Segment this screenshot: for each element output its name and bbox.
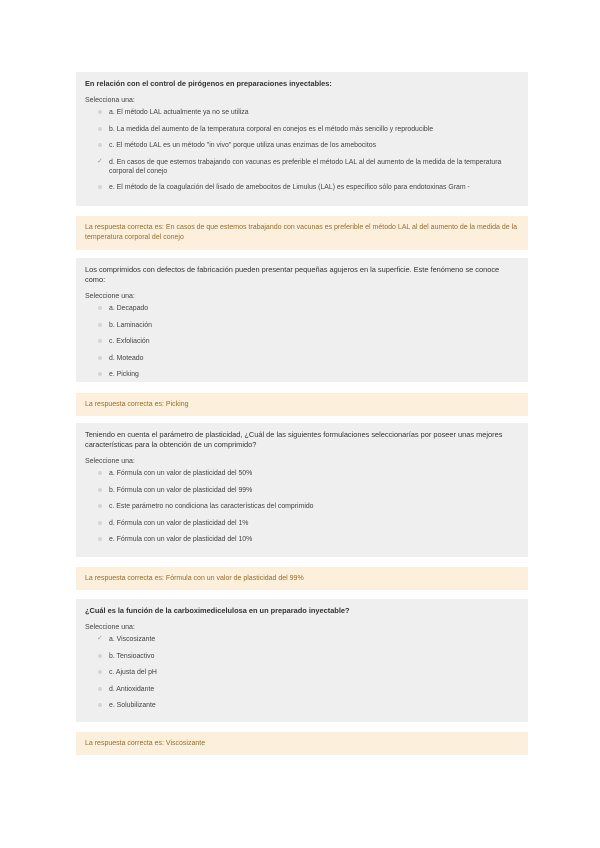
radio-icon[interactable] (98, 185, 102, 189)
question-1-option-e[interactable] (85, 183, 519, 192)
question-3-option-d[interactable] (85, 519, 519, 528)
question-1-feedback: La respuesta correcta es: En casos de que estemos trabajando con vacunas es preferible el método LAL al del aumento de la medida de la temperatura corporal del conejo (76, 216, 528, 250)
radio-icon[interactable] (98, 471, 102, 475)
question-2-feedback: La respuesta correcta es: Picking (76, 393, 528, 416)
question-4-prompt: Seleccione una: (85, 624, 135, 631)
option-label: d. En casos de que estemos trabajando con vacunas es preferible el método LAL al del aumento de la medida de la temperatura corporal del conejo (109, 158, 502, 175)
question-2 (76, 258, 528, 382)
question-4-feedback: La respuesta correcta es: Viscosizante (76, 732, 528, 755)
option-label: c. Ajusta del pH (109, 669, 157, 677)
question-1-prompt: Selecciona una: (85, 97, 135, 104)
question-3-prompt: Seleccione una: (85, 458, 135, 465)
radio-icon[interactable] (98, 521, 102, 525)
option-label: a. Fórmula con un valor de plasticidad del 50% (109, 470, 253, 477)
question-2-option-c[interactable] (85, 337, 519, 346)
radio-icon[interactable] (98, 703, 102, 707)
option-label: e. Picking (109, 371, 139, 379)
question-3-option-a[interactable] (85, 469, 519, 478)
question-4-text: ¿Cuál es la función de la carboximedicelulosa en un preparado inyectable? (85, 606, 350, 615)
radio-icon[interactable] (98, 356, 102, 360)
question-1-option-d[interactable] (85, 158, 519, 176)
radio-icon[interactable] (98, 372, 102, 376)
question-4-option-c[interactable] (85, 668, 519, 677)
question-3-option-e[interactable] (85, 535, 519, 544)
option-label: d. Moteado (109, 354, 144, 362)
question-4-option-e[interactable] (85, 701, 519, 710)
option-label: b. Laminación (109, 321, 152, 329)
radio-icon[interactable] (98, 670, 102, 674)
radio-icon[interactable] (98, 323, 102, 327)
option-label: a. Viscosizante (109, 636, 156, 643)
question-2-option-e[interactable] (85, 370, 519, 379)
option-label: b. Fórmula con un valor de plasticidad del 99% (109, 486, 253, 494)
question-2-prompt: Seleccione una: (85, 293, 135, 300)
option-label: d. Antioxidante (109, 685, 155, 693)
option-label: c. El método LAL es un método "in vivo" porque utiliza unas enzimas de los amebocitos (109, 142, 377, 150)
option-label: c. Este parámetro no condiciona las características del comprimido (109, 503, 314, 511)
radio-icon[interactable] (98, 306, 102, 310)
radio-icon[interactable] (98, 143, 102, 147)
check-icon: ✓ (97, 635, 103, 642)
question-3-option-b[interactable] (85, 486, 519, 495)
question-3-option-c[interactable] (85, 502, 519, 511)
radio-icon[interactable] (98, 110, 102, 114)
radio-icon[interactable] (98, 339, 102, 343)
radio-icon[interactable] (98, 537, 102, 541)
question-1-option-b[interactable] (85, 125, 519, 134)
radio-icon[interactable] (98, 687, 102, 691)
question-2-text: Los comprimidos con defectos de fabricación pueden presentar pequeñas agujeros en la superficie. Este fenómeno se conoce como: (85, 265, 500, 284)
question-3 (76, 423, 528, 557)
option-label: d. Fórmula con un valor de plasticidad del 1% (109, 519, 249, 527)
question-1-option-a[interactable] (85, 108, 519, 117)
option-label: b. Tensioactivo (109, 652, 155, 660)
question-3-feedback: La respuesta correcta es: Fórmula con un valor de plasticidad del 99% (76, 567, 528, 590)
question-1-text: En relación con el control de pirógenos en preparaciones inyectables: (85, 79, 332, 88)
question-3-text: Teniendo en cuenta el parámetro de plasticidad, ¿Cuál de las siguientes formulaciones seleccionarías por poseer unas mejores características para la obtención de un comprimido? (85, 430, 503, 449)
option-label: c. Exfoliación (109, 338, 150, 346)
question-2-option-d[interactable] (85, 354, 519, 363)
option-label: e. El método de la coagulación del lisado de amebocitos de Limulus (LAL) es específico sólo para endotoxinas Gram - (109, 184, 470, 192)
question-4-option-d[interactable] (85, 685, 519, 694)
radio-icon[interactable] (98, 654, 102, 658)
question-2-option-a[interactable] (85, 304, 519, 313)
question-1 (76, 72, 528, 206)
question-4-option-b[interactable] (85, 652, 519, 661)
option-label: e. Fórmula con un valor de plasticidad del 10% (109, 536, 253, 544)
radio-icon[interactable] (98, 127, 102, 131)
radio-icon[interactable] (98, 504, 102, 508)
option-label: b. La medida del aumento de la temperatura corporal en conejos es el método más sencillo y reproducible (109, 125, 434, 133)
question-4-option-a[interactable] (85, 635, 519, 644)
option-label: e. Solubilizante (109, 702, 156, 710)
question-4 (76, 599, 528, 722)
option-label: a. Decapado (109, 305, 149, 312)
question-2-option-b[interactable] (85, 321, 519, 330)
option-label: a. El método LAL actualmente ya no se utiliza (109, 109, 249, 116)
check-icon: ✓ (97, 157, 103, 165)
radio-icon[interactable] (98, 488, 102, 492)
question-1-option-c[interactable] (85, 141, 519, 150)
